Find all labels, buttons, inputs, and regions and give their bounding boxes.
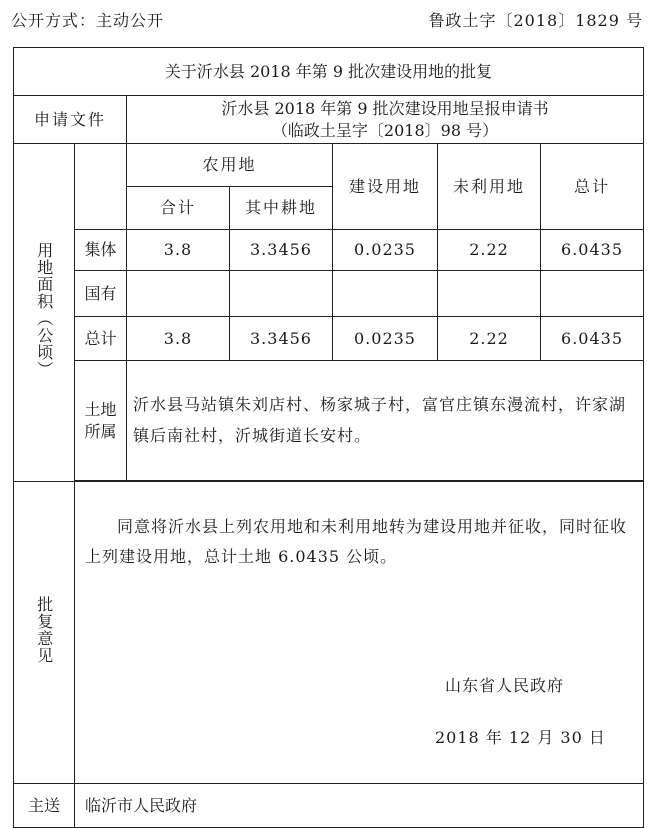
table-row <box>14 271 644 317</box>
unused-value <box>438 271 541 317</box>
disclosure-method: 公开方式：主动公开 <box>11 11 165 30</box>
opinion-label: 批复意见 <box>34 595 54 664</box>
recipient-label: 主送 <box>14 784 75 828</box>
farmland-header: 农用地 <box>127 144 333 187</box>
construction-value: 0.0235 <box>333 230 438 271</box>
construction-value: 0.0235 <box>333 317 438 361</box>
subtotal-header: 合计 <box>127 187 230 230</box>
unused-value: 2.22 <box>438 230 541 271</box>
title-row <box>14 48 644 96</box>
issue-date: 2018 年 12 月 30 日 <box>435 728 606 747</box>
opinion-text: 同意将沂水县上列农用地和未利用地转为建设用地并征收，同时征收上列建设用地，总计土地 6.0435 公顷。 <box>85 517 628 567</box>
subtotal-value <box>127 271 230 317</box>
arable-value <box>230 271 333 317</box>
row-label: 总计 <box>75 317 127 361</box>
application-label: 申请文件 <box>14 96 127 144</box>
opinion-content <box>75 482 644 784</box>
location-label <box>75 361 127 481</box>
table-row <box>14 317 644 361</box>
subtotal-value: 3.8 <box>127 317 230 361</box>
total-value: 6.0435 <box>541 317 644 361</box>
area-header-row-1 <box>14 144 644 187</box>
total-value <box>541 271 644 317</box>
location-row <box>14 361 644 481</box>
area-label: 用地面积（公顷） <box>34 241 54 378</box>
row-label: 集体 <box>75 230 127 271</box>
opinion-label-cell <box>14 482 75 784</box>
approval-table <box>13 47 644 828</box>
construction-value <box>333 271 438 317</box>
opinion-row <box>14 482 644 784</box>
unused-value: 2.22 <box>438 317 541 361</box>
application-document <box>127 96 644 144</box>
location-text: 沂水县马站镇朱刘店村、杨家城子村，富官庄镇东漫流村，许家湖镇后南社村，沂城街道长安村。 <box>127 361 644 481</box>
recipient-value: 临沂市人民政府 <box>75 784 644 828</box>
location-label-line-1: 土地 <box>84 399 117 419</box>
row-label: 国有 <box>75 271 127 317</box>
issuer-signature: 山东省人民政府 <box>445 676 565 695</box>
unused-header: 未利用地 <box>438 144 541 230</box>
document-title: 关于沂水县 2018 年第 9 批次建设用地的批复 <box>14 48 644 96</box>
arable-value: 3.3456 <box>230 317 333 361</box>
area-label-cell <box>14 144 75 482</box>
location-label-line-2: 所属 <box>84 421 117 441</box>
arable-header: 其中耕地 <box>230 187 333 230</box>
document-number: 鲁政土字〔2018〕1829 号 <box>428 11 643 30</box>
recipient-row <box>14 784 644 828</box>
total-value: 6.0435 <box>541 230 644 271</box>
table-row <box>14 230 644 271</box>
construction-header: 建设用地 <box>333 144 438 230</box>
total-header: 总计 <box>541 144 644 230</box>
application-row <box>14 96 644 144</box>
arable-value: 3.3456 <box>230 230 333 271</box>
subtotal-value: 3.8 <box>127 230 230 271</box>
application-line-2: （临政土呈字〔2018〕98 号） <box>271 120 499 140</box>
header-blank <box>75 144 127 230</box>
application-line-1: 沂水县 2018 年第 9 批次建设用地呈报申请书 <box>221 98 549 118</box>
